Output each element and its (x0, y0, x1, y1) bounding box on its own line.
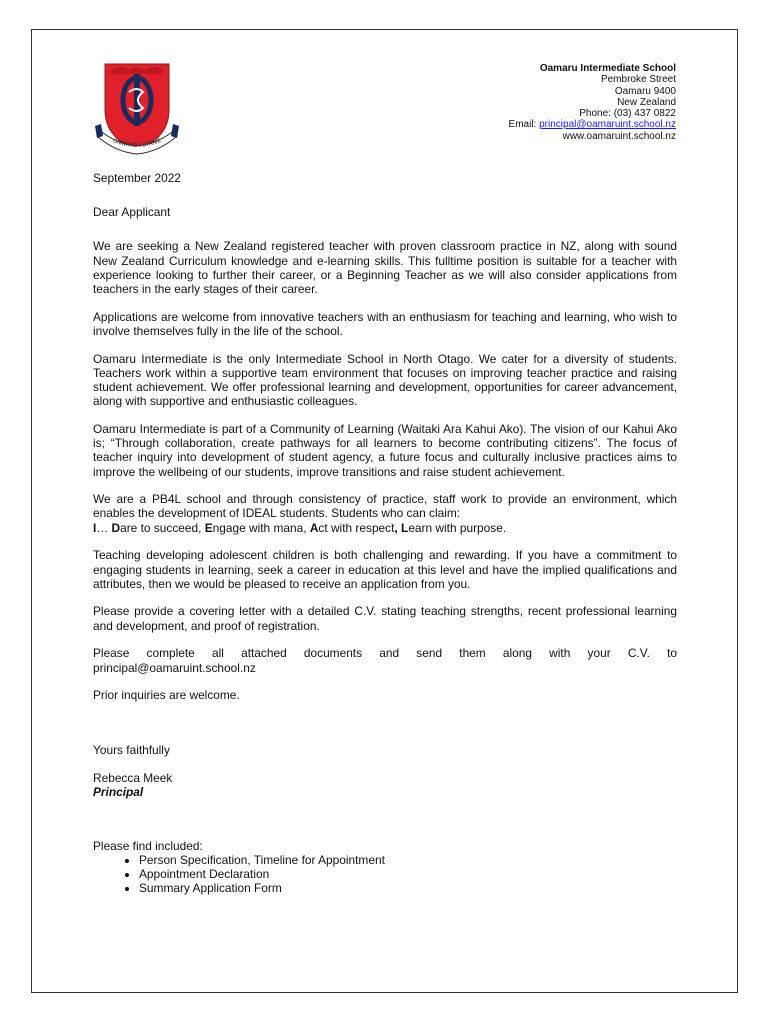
ideal-acronym: I… Dare to succeed, Engage with mana, Act with respect, Learn with purpose. (93, 520, 507, 535)
list-item: • Summary Application Form (139, 881, 677, 895)
city: Oamaru 9400 (614, 85, 676, 97)
paragraph-5-text: We are a PB4L school and through consistency of practice, staff work to provide an environment, which enables the development of IDEAL students. Students who can claim: (93, 492, 677, 521)
paragraph-8-line-1: Please complete all attached documents and send them along with your C.V. to (93, 646, 677, 661)
signatory-name: Rebecca Meek (93, 770, 173, 785)
paragraph-8-email: principal@oamaruint.school.nz (93, 660, 256, 675)
paragraph-9: Prior inquiries are welcome. (93, 688, 240, 703)
signatory-title: Principal (93, 784, 144, 799)
paragraph-2: Applications are welcome from innovative teachers with an enthusiasm for teaching and learning, who wish to involve themselves fully in the life of the school. (93, 309, 677, 338)
list-item: • Appointment Declaration (139, 867, 677, 881)
letter-date: September 2022 (93, 171, 181, 185)
country: New Zealand (617, 96, 676, 108)
phone: Phone: (03) 437 0822 (579, 108, 676, 120)
email-label: Email: (508, 119, 540, 131)
paragraph-8 (93, 646, 677, 674)
enclosures-heading: Please find included: (93, 838, 203, 853)
salutation: Dear Applicant (93, 205, 171, 220)
paragraph-4: Oamaru Intermediate is part of a Community of Learning (Waitaki Ara Kahui Ako). The vision of our Kahui Ako is; “Through collaboration, create pathways for all learners to become contributing citizens”. The focus of teacher inquiry into development of student agency, a future focus and culturally inclusive practices aims to improve the wellbeing of our students, improve transitions and raise student achievement. (93, 421, 677, 479)
enclosures-list (93, 853, 677, 896)
email-link[interactable]: principal@oamaruint.school.nz (539, 119, 676, 131)
street: Pembroke Street (600, 74, 676, 86)
paragraph-5 (93, 492, 677, 535)
closing: Yours faithfully (93, 742, 170, 757)
list-item: • Person Specification, Timeline for Appointment (139, 853, 677, 867)
paragraph-6: Teaching developing adolescent children is both challenging and rewarding. If you have a commitment to engaging students in learning, seek a career in education at this level and have the implied qualifications and attributes, then we would be pleased to receive an application from you. (93, 548, 677, 591)
paragraph-1: We are seeking a New Zealand registered teacher with proven classroom practice in NZ, along with sound New Zealand Curriculum knowledge and e-learning skills. This fulltime position is suitable for a teacher with experience looking to further their career, or a Beginning Teacher as we will also consider applications from teachers in the early stages of their career. (93, 239, 677, 297)
email-line (509, 119, 676, 130)
paragraph-7: Please provide a covering letter with a detailed C.V. stating teaching strengths, recent professional learning and development, and proof of registration. (93, 604, 677, 633)
signature-block (93, 771, 677, 799)
letterhead-address (509, 63, 676, 142)
school-crest-logo (95, 60, 179, 156)
letter-body (93, 171, 677, 895)
paragraph-3: Oamaru Intermediate is the only Intermediate School in North Otago. We cater for a diversity of students. Teachers work within a supportive team environment that focuses on improving teacher practice and raising student achievement. We offer professional learning and development, opportunities for career advancement, along with supportive and enthusiastic colleagues. (93, 351, 677, 409)
school-name: Oamaru Intermediate School (539, 63, 676, 74)
website: www.oamaruint.school.nz (562, 130, 676, 142)
crest-motto: ONWARD I STRIVE (111, 138, 163, 150)
